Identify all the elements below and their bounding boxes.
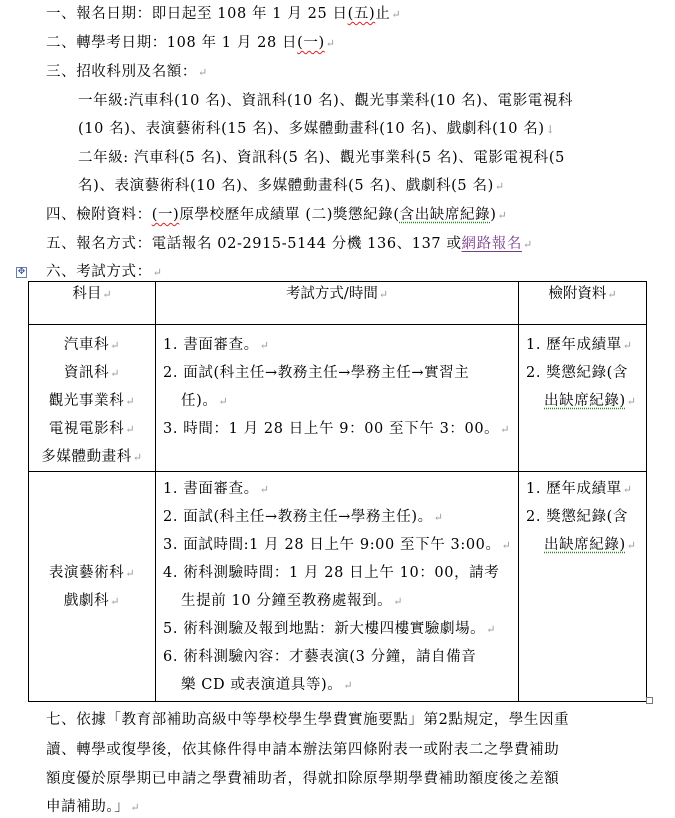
table-move-handle-icon[interactable]: ✥ (17, 267, 26, 277)
doc-item-cont: 出缺席紀錄)↵ (544, 537, 637, 553)
item-transfer-exam-date: 二、轉學考日期：108 年 1 月 28 日(一)↵ (46, 35, 336, 51)
header-method: 考試方式/時間↵ (156, 282, 519, 325)
method-item: 2. 面試(科主任→教務主任→學務主任→實習主 (163, 365, 470, 381)
subjects-cell (29, 325, 156, 472)
doc-item: 1. 歷年成績單↵ (526, 337, 633, 353)
method-item: 1. 書面審查。↵ (163, 481, 270, 497)
subject-name: 汽車科↵ (63, 337, 121, 353)
subject-name: 表演藝術科↵ (48, 564, 136, 581)
exam-table (28, 281, 647, 702)
section7-line: 申請補助。」↵ (46, 799, 141, 815)
method-item: 2. 面試(科主任→教務主任→學務主任)。↵ (163, 509, 444, 525)
method-item: 3. 面試時間:1 月 28 日上午 9:00 至下午 3:00。↵ (163, 537, 512, 553)
table-resize-handle[interactable] (646, 697, 653, 704)
method-item: 3. 時間：1 月 28 日上午 9：00 至下午 3：00。↵ (163, 421, 511, 437)
item-grade1-line1: 一年級:汽車科(10 名)、資訊科(10 名)、觀光事業科(10 名)、電影電視科 (78, 93, 574, 109)
subjects-cell (29, 472, 156, 702)
item-quota-heading: 三、招收科別及名額：↵ (46, 64, 208, 80)
subject-name: 多媒體動畫科↵ (41, 449, 143, 465)
item-registration-method: 五、報名方式：電話報名 02-2915-5144 分機 136、137 或網路報名↵ (46, 236, 533, 252)
method-item: 1. 書面審查。↵ (163, 337, 270, 353)
table-row (29, 472, 647, 702)
section7-line: 讀、轉學或復學後，依其條件得申請本辦法第四條附表一或附表二之學費補助 (46, 742, 560, 758)
doc-item: 2. 獎懲紀錄(含 (526, 365, 629, 381)
subject-name: 電視電影科↵ (48, 421, 136, 437)
documents-cell (519, 325, 647, 472)
subject-name: 觀光事業科↵ (48, 393, 136, 409)
methods-cell (156, 325, 519, 472)
section7-line: 額度優於原學期已申請之學費補助者，得就扣除原學期學費補助額度後之差額 (46, 771, 560, 787)
section7-line: 七、依據「教育部補助高級中等學校學生學費實施要點」第2點規定，學生因重 (46, 712, 570, 728)
item-grade2-line2: 名)、表演藝術科(10 名)、多媒體動畫科(5 名)、戲劇科(5 名)↵ (78, 178, 505, 194)
documents-cell (519, 472, 647, 702)
item-grade2-line1: 二年級: 汽車科(5 名)、資訊科(5 名)、觀光事業科(5 名)、電影電視科(5 (78, 150, 565, 166)
item-documents: 四、檢附資料：(一)原學校歷年成績單 (二)獎懲紀錄(含出缺席紀錄)↵ (46, 207, 508, 223)
item-grade1-line2: (10 名)、表演藝術科(15 名)、多媒體動畫科(10 名)、戲劇科(10 名)↓ (78, 121, 556, 137)
doc-item: 1. 歷年成績單↵ (526, 481, 633, 497)
header-documents: 檢附資料↵ (519, 282, 647, 325)
online-registration-link[interactable]: 網路報名 (461, 236, 522, 252)
table-header-row (29, 282, 647, 325)
header-subject: 科目↵ (29, 282, 156, 325)
method-item: 5. 術科測驗及報到地點：新大樓四樓實驗劇場。↵ (163, 621, 497, 637)
item-registration-date: 一、報名日期：即日起至 108 年 1 月 25 日(五)止↵ (46, 6, 402, 22)
subject-name: 資訊科↵ (63, 365, 121, 381)
doc-item-cont: 出缺席紀錄)↵ (544, 393, 637, 409)
method-item-cont: 樂 CD 或表演道具等)。↵ (181, 677, 354, 693)
method-item: 6. 術科測驗內容：才藝表演(3 分鐘，請自備音 (163, 649, 477, 665)
methods-cell (156, 472, 519, 702)
table-row (29, 325, 647, 472)
item-exam-method-heading: 六、考試方式：↵ (46, 264, 163, 280)
method-item: 4. 術科測驗時間：1 月 28 日上午 10：00，請考 (163, 565, 500, 581)
method-item-cont: 生提前 10 分鐘至教務處報到。↵ (181, 593, 404, 609)
method-item-cont: 任)。↵ (181, 393, 229, 409)
doc-item: 2. 獎懲紀錄(含 (526, 509, 629, 525)
subject-name: 戲劇科↵ (63, 592, 121, 609)
